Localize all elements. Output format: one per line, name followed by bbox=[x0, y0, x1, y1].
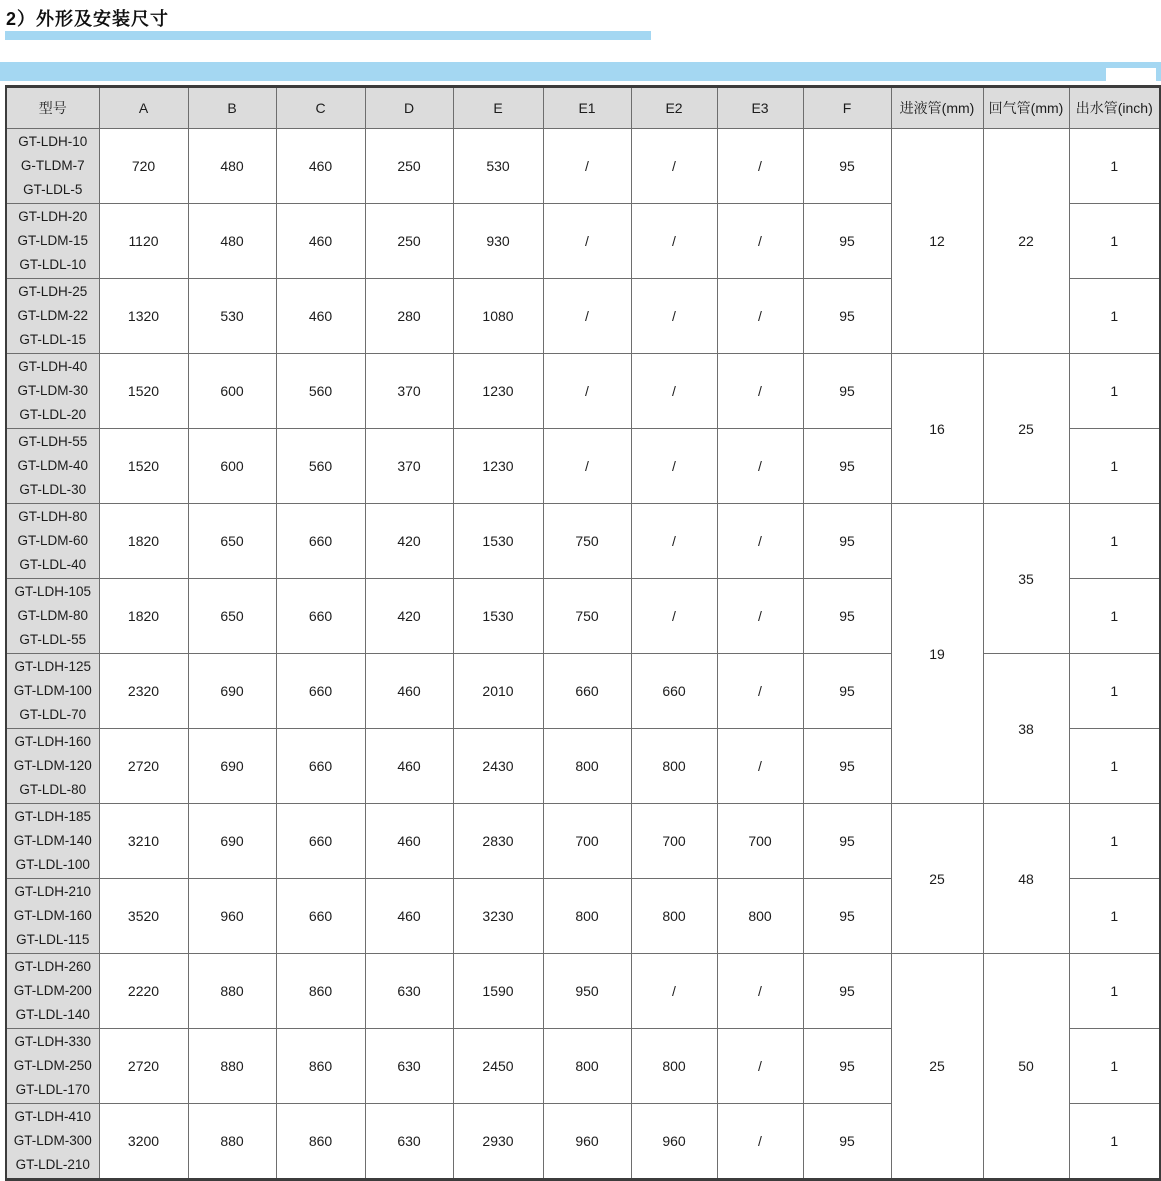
dimension-cell: / bbox=[717, 354, 803, 429]
table-body bbox=[6, 129, 1160, 1180]
dimension-cell: 1530 bbox=[453, 504, 543, 579]
dimension-cell: 660 bbox=[276, 654, 365, 729]
outlet-pipe-cell: 1 bbox=[1069, 804, 1160, 879]
dimension-cell: 560 bbox=[276, 354, 365, 429]
outlet-pipe-cell: 1 bbox=[1069, 1029, 1160, 1104]
dimension-cell: 95 bbox=[803, 354, 891, 429]
column-header: C bbox=[276, 87, 365, 129]
outlet-pipe-cell: 1 bbox=[1069, 504, 1160, 579]
model-name: GT-LDM-22 bbox=[17, 308, 88, 323]
dimension-cell: 460 bbox=[276, 204, 365, 279]
dimension-cell: 480 bbox=[188, 129, 276, 204]
dimension-cell: / bbox=[717, 129, 803, 204]
outlet-pipe-cell: 1 bbox=[1069, 354, 1160, 429]
dimension-cell: 95 bbox=[803, 279, 891, 354]
dimension-cell: 460 bbox=[365, 654, 453, 729]
table-row bbox=[6, 354, 1160, 429]
model-cell bbox=[6, 429, 99, 504]
dimension-cell: 480 bbox=[188, 204, 276, 279]
model-name: GT-LDM-120 bbox=[13, 758, 92, 773]
header-row bbox=[6, 87, 1160, 129]
model-name: GT-LDM-200 bbox=[13, 983, 92, 998]
model-name: GT-LDH-410 bbox=[14, 1109, 92, 1124]
dimension-cell: 95 bbox=[803, 654, 891, 729]
gas-pipe-cell: 48 bbox=[983, 804, 1069, 954]
section-accent-bar bbox=[0, 62, 1161, 81]
dimension-cell: / bbox=[717, 954, 803, 1029]
dimension-cell: / bbox=[631, 504, 717, 579]
column-header: D bbox=[365, 87, 453, 129]
dimension-cell: 1080 bbox=[453, 279, 543, 354]
dimension-cell: 370 bbox=[365, 354, 453, 429]
table-row bbox=[6, 129, 1160, 204]
dimension-cell: 660 bbox=[276, 729, 365, 804]
liquid-pipe-cell: 25 bbox=[891, 954, 983, 1180]
table-row bbox=[6, 504, 1160, 579]
dimension-cell: 660 bbox=[276, 804, 365, 879]
liquid-pipe-cell: 19 bbox=[891, 504, 983, 804]
model-cell bbox=[6, 954, 99, 1029]
dimension-cell: 1530 bbox=[453, 579, 543, 654]
dimension-cell: 860 bbox=[276, 1029, 365, 1104]
model-cell bbox=[6, 1029, 99, 1104]
dimension-cell: 2720 bbox=[99, 729, 188, 804]
model-name: GT-LDM-60 bbox=[17, 533, 88, 548]
column-header: E bbox=[453, 87, 543, 129]
dimension-cell: 800 bbox=[543, 879, 631, 954]
outlet-pipe-cell: 1 bbox=[1069, 579, 1160, 654]
dimension-cell: 720 bbox=[99, 129, 188, 204]
model-cell bbox=[6, 654, 99, 729]
dimension-cell: 750 bbox=[543, 579, 631, 654]
table-header bbox=[6, 87, 1160, 129]
dimension-cell: / bbox=[631, 429, 717, 504]
model-name: GT-LDL-40 bbox=[19, 557, 87, 572]
dimension-cell: 660 bbox=[276, 504, 365, 579]
table-row bbox=[6, 954, 1160, 1029]
dimension-cell: 2830 bbox=[453, 804, 543, 879]
model-name: GT-LDH-80 bbox=[18, 509, 88, 524]
column-header: A bbox=[99, 87, 188, 129]
dimension-cell: 95 bbox=[803, 579, 891, 654]
model-name: GT-LDH-185 bbox=[14, 809, 92, 824]
dimension-cell: 250 bbox=[365, 129, 453, 204]
dimension-cell: 3230 bbox=[453, 879, 543, 954]
dimension-cell: / bbox=[631, 954, 717, 1029]
column-header: F bbox=[803, 87, 891, 129]
model-name: GT-LDM-300 bbox=[13, 1133, 92, 1148]
model-cell bbox=[6, 579, 99, 654]
dimension-cell: 800 bbox=[631, 1029, 717, 1104]
dimension-cell: / bbox=[717, 204, 803, 279]
dimension-cell: 800 bbox=[631, 879, 717, 954]
dimension-cell: 1120 bbox=[99, 204, 188, 279]
column-header: B bbox=[188, 87, 276, 129]
outlet-pipe-cell: 1 bbox=[1069, 879, 1160, 954]
column-header: 型号 bbox=[6, 87, 99, 129]
dimension-cell: 530 bbox=[188, 279, 276, 354]
dimension-cell: / bbox=[631, 204, 717, 279]
dimension-cell: 880 bbox=[188, 1029, 276, 1104]
dimension-cell: 280 bbox=[365, 279, 453, 354]
column-header: 回气管(mm) bbox=[983, 87, 1069, 129]
model-name: GT-LDL-70 bbox=[19, 707, 87, 722]
dimension-cell: 1520 bbox=[99, 354, 188, 429]
model-name: GT-LDM-160 bbox=[13, 908, 92, 923]
gas-pipe-cell: 25 bbox=[983, 354, 1069, 504]
gas-pipe-cell: 22 bbox=[983, 129, 1069, 354]
gas-pipe-cell: 50 bbox=[983, 954, 1069, 1180]
dimension-cell: 800 bbox=[717, 879, 803, 954]
model-name: GT-LDH-55 bbox=[18, 434, 88, 449]
liquid-pipe-cell: 12 bbox=[891, 129, 983, 354]
model-name: GT-LDL-100 bbox=[15, 857, 90, 872]
dimension-cell: 800 bbox=[631, 729, 717, 804]
dimension-cell: 1520 bbox=[99, 429, 188, 504]
dimension-cell: 800 bbox=[543, 729, 631, 804]
dimension-cell: 600 bbox=[188, 354, 276, 429]
dimension-cell: 1820 bbox=[99, 579, 188, 654]
dimension-cell: / bbox=[717, 429, 803, 504]
dimension-cell: 95 bbox=[803, 1029, 891, 1104]
table-row bbox=[6, 654, 1160, 729]
dimension-cell: 2220 bbox=[99, 954, 188, 1029]
model-name: GT-LDL-80 bbox=[19, 782, 87, 797]
liquid-pipe-cell: 16 bbox=[891, 354, 983, 504]
outlet-pipe-cell: 1 bbox=[1069, 429, 1160, 504]
dimension-cell: 1230 bbox=[453, 354, 543, 429]
dimension-cell: 660 bbox=[276, 879, 365, 954]
dimension-cell: 860 bbox=[276, 954, 365, 1029]
dimension-cell: / bbox=[631, 279, 717, 354]
model-name: GT-LDH-260 bbox=[14, 959, 92, 974]
gas-pipe-cell: 38 bbox=[983, 654, 1069, 804]
outlet-pipe-cell: 1 bbox=[1069, 279, 1160, 354]
model-cell bbox=[6, 129, 99, 204]
dimension-cell: 700 bbox=[717, 804, 803, 879]
column-header: 进液管(mm) bbox=[891, 87, 983, 129]
dimension-cell: 560 bbox=[276, 429, 365, 504]
model-name: GT-LDM-15 bbox=[17, 233, 88, 248]
model-name: GT-LDH-25 bbox=[18, 284, 88, 299]
model-name: G-TLDM-7 bbox=[20, 158, 85, 173]
dimension-cell: 2320 bbox=[99, 654, 188, 729]
model-cell bbox=[6, 204, 99, 279]
dimension-cell: 690 bbox=[188, 654, 276, 729]
title-underline-bar bbox=[5, 31, 651, 40]
dimension-cell: 700 bbox=[543, 804, 631, 879]
dimension-cell: / bbox=[543, 279, 631, 354]
dimension-cell: 95 bbox=[803, 204, 891, 279]
dimension-cell: 420 bbox=[365, 579, 453, 654]
dimension-cell: / bbox=[717, 1104, 803, 1180]
page-title: 2）外形及安装尺寸 bbox=[6, 9, 170, 29]
dimension-cell: 960 bbox=[631, 1104, 717, 1180]
dimension-cell: 880 bbox=[188, 954, 276, 1029]
dimension-cell: 930 bbox=[453, 204, 543, 279]
dimension-cell: 3200 bbox=[99, 1104, 188, 1180]
model-name: GT-LDL-170 bbox=[15, 1082, 90, 1097]
outlet-pipe-cell: 1 bbox=[1069, 954, 1160, 1029]
dimension-cell: 370 bbox=[365, 429, 453, 504]
dimension-cell: 690 bbox=[188, 804, 276, 879]
dimension-cell: 1590 bbox=[453, 954, 543, 1029]
dimension-cell: 860 bbox=[276, 1104, 365, 1180]
dimension-cell: 700 bbox=[631, 804, 717, 879]
model-cell bbox=[6, 879, 99, 954]
dimension-cell: 630 bbox=[365, 1104, 453, 1180]
model-name: GT-LDH-330 bbox=[14, 1034, 92, 1049]
model-name: GT-LDL-30 bbox=[19, 482, 87, 497]
model-cell bbox=[6, 279, 99, 354]
model-name: GT-LDH-125 bbox=[14, 659, 92, 674]
model-cell bbox=[6, 354, 99, 429]
model-cell bbox=[6, 804, 99, 879]
dimension-cell: 650 bbox=[188, 579, 276, 654]
liquid-pipe-cell: 25 bbox=[891, 804, 983, 954]
model-name: GT-LDM-100 bbox=[13, 683, 92, 698]
dimension-cell: 660 bbox=[276, 579, 365, 654]
dimension-cell: 800 bbox=[543, 1029, 631, 1104]
dimension-cell: / bbox=[543, 354, 631, 429]
dimension-cell: 2430 bbox=[453, 729, 543, 804]
dimension-cell: 420 bbox=[365, 504, 453, 579]
dimension-cell: 2010 bbox=[453, 654, 543, 729]
model-name: GT-LDH-20 bbox=[18, 209, 88, 224]
dimension-cell: 660 bbox=[543, 654, 631, 729]
outlet-pipe-cell: 1 bbox=[1069, 729, 1160, 804]
model-name: GT-LDH-10 bbox=[18, 134, 88, 149]
dimension-cell: / bbox=[717, 579, 803, 654]
model-name: GT-LDH-210 bbox=[14, 884, 92, 899]
dimension-cell: / bbox=[631, 129, 717, 204]
dimension-cell: / bbox=[543, 204, 631, 279]
dimension-cell: 1230 bbox=[453, 429, 543, 504]
dimension-cell: / bbox=[631, 579, 717, 654]
dimension-cell: 600 bbox=[188, 429, 276, 504]
model-cell bbox=[6, 729, 99, 804]
dimension-cell: 1320 bbox=[99, 279, 188, 354]
dimension-cell: 95 bbox=[803, 129, 891, 204]
model-name: GT-LDM-40 bbox=[17, 458, 88, 473]
model-cell bbox=[6, 504, 99, 579]
dimension-cell: / bbox=[717, 729, 803, 804]
dimension-cell: 530 bbox=[453, 129, 543, 204]
dimension-cell: 630 bbox=[365, 954, 453, 1029]
dimension-cell: 1820 bbox=[99, 504, 188, 579]
dimension-cell: 3210 bbox=[99, 804, 188, 879]
dimension-cell: 95 bbox=[803, 429, 891, 504]
column-header: E1 bbox=[543, 87, 631, 129]
model-name: GT-LDL-55 bbox=[19, 632, 87, 647]
dimension-cell: 3520 bbox=[99, 879, 188, 954]
dimension-cell: 95 bbox=[803, 804, 891, 879]
outlet-pipe-cell: 1 bbox=[1069, 204, 1160, 279]
outlet-pipe-cell: 1 bbox=[1069, 129, 1160, 204]
dimension-cell: 460 bbox=[276, 279, 365, 354]
table-row bbox=[6, 804, 1160, 879]
model-name: GT-LDM-250 bbox=[13, 1058, 92, 1073]
dimension-cell: 2450 bbox=[453, 1029, 543, 1104]
model-name: GT-LDH-160 bbox=[14, 734, 92, 749]
dimension-cell: 95 bbox=[803, 504, 891, 579]
column-header: E3 bbox=[717, 87, 803, 129]
column-header: E2 bbox=[631, 87, 717, 129]
dimension-cell: 460 bbox=[365, 729, 453, 804]
dimension-cell: / bbox=[717, 279, 803, 354]
dimension-cell: 95 bbox=[803, 729, 891, 804]
outlet-pipe-cell: 1 bbox=[1069, 654, 1160, 729]
dimension-cell: 95 bbox=[803, 879, 891, 954]
dimension-cell: 660 bbox=[631, 654, 717, 729]
dimension-cell: / bbox=[543, 129, 631, 204]
column-header: 出水管(inch) bbox=[1069, 87, 1160, 129]
dimension-cell: 2930 bbox=[453, 1104, 543, 1180]
model-name: GT-LDL-115 bbox=[16, 932, 90, 947]
dimensions-table bbox=[5, 85, 1161, 1181]
dimension-cell: 950 bbox=[543, 954, 631, 1029]
dimension-cell: / bbox=[717, 504, 803, 579]
model-name: GT-LDM-30 bbox=[17, 383, 88, 398]
dimension-cell: 630 bbox=[365, 1029, 453, 1104]
model-name: GT-LDM-140 bbox=[13, 833, 92, 848]
model-name: GT-LDL-140 bbox=[15, 1007, 90, 1022]
model-name: GT-LDL-10 bbox=[19, 257, 87, 272]
dimension-cell: / bbox=[717, 1029, 803, 1104]
dimension-cell: 960 bbox=[543, 1104, 631, 1180]
dimension-cell: 250 bbox=[365, 204, 453, 279]
outlet-pipe-cell: 1 bbox=[1069, 1104, 1160, 1180]
dimension-cell: 2720 bbox=[99, 1029, 188, 1104]
dimension-cell: 460 bbox=[276, 129, 365, 204]
dimension-cell: 880 bbox=[188, 1104, 276, 1180]
dimension-cell: 460 bbox=[365, 879, 453, 954]
dimension-cell: / bbox=[717, 654, 803, 729]
dimension-cell: 750 bbox=[543, 504, 631, 579]
model-name: GT-LDL-15 bbox=[19, 332, 87, 347]
dimension-cell: 960 bbox=[188, 879, 276, 954]
model-name: GT-LDH-105 bbox=[14, 584, 92, 599]
dimension-cell: 690 bbox=[188, 729, 276, 804]
model-name: GT-LDH-40 bbox=[18, 359, 88, 374]
dimension-cell: 95 bbox=[803, 1104, 891, 1180]
model-name: GT-LDL-210 bbox=[15, 1157, 90, 1172]
gas-pipe-cell: 35 bbox=[983, 504, 1069, 654]
dimension-cell: 460 bbox=[365, 804, 453, 879]
model-cell bbox=[6, 1104, 99, 1180]
dimension-cell: / bbox=[543, 429, 631, 504]
model-name: GT-LDL-5 bbox=[23, 182, 83, 197]
dimension-cell: / bbox=[631, 354, 717, 429]
model-name: GT-LDM-80 bbox=[17, 608, 88, 623]
model-name: GT-LDL-20 bbox=[19, 407, 87, 422]
dimension-cell: 650 bbox=[188, 504, 276, 579]
dimension-cell: 95 bbox=[803, 954, 891, 1029]
